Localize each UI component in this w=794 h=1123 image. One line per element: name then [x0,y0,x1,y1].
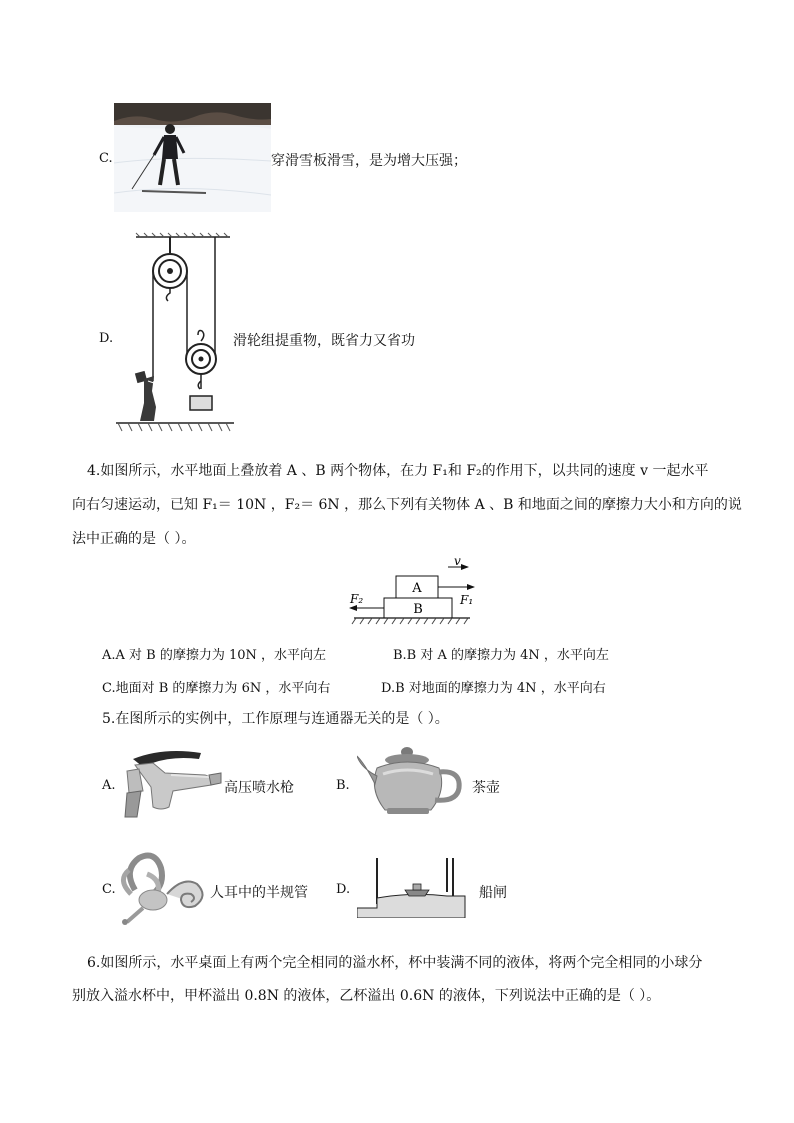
q5-option-d-label: D. [336,882,351,897]
q5-option-a-label: A. [102,778,116,793]
q5-option-d-text: 船闸 [479,885,507,901]
q5-option-c-text: 人耳中的半规管 [210,885,308,901]
q6-stem-line-2: 别放入溢水杯中，甲杯溢出 0.8N 的液体，乙杯溢出 0.6N 的液体，下列说法中正确的是（ ）。 [72,988,661,1004]
teapot-image [357,744,465,818]
q4-option-b: B.B 对 A 的摩擦力为 4N ，水平向左 [393,648,609,663]
label-f1: F₁ [460,593,474,607]
label-velocity: v [454,554,461,568]
label-f2: F₂ [350,592,364,606]
skier-photo [114,103,271,212]
q6-stem-line-1: 6.如图所示，水平桌面上有两个完全相同的溢水杯，杯中装满不同的液体，将两个完全相同的小球分 [87,955,703,971]
q4-block-diagram [344,554,478,630]
q4-option-d: D.B 对地面的摩擦力为 4N ，水平向右 [381,681,606,696]
q4-stem-line-2: 向右匀速运动，已知 F₁＝ 10N ，F₂＝ 6N ，那么下列有关物体 A 、B 和地面之间的摩擦力大小和方向的说 [72,497,742,513]
option-c-label: C. [99,151,113,166]
option-c-text: 穿滑雪板滑雪，是为增大压强； [271,153,467,169]
option-d-label: D. [99,331,114,346]
q5-option-b-text: 茶壶 [472,780,500,796]
ship-lock-image [357,856,467,918]
label-block-a: A [412,581,422,596]
pulley-diagram [114,231,238,436]
q5-option-c-label: C. [102,882,116,897]
q4-stem-line-3: 法中正确的是（ ）。 [72,531,196,547]
water-gun-image [113,745,223,825]
q5-option-a-text: 高压喷水枪 [224,780,294,796]
q4-option-c: C.地面对 B 的摩擦力为 6N ，水平向右 [102,681,331,696]
q5-option-b-label: B. [336,778,350,793]
q4-option-a: A.A 对 B 的摩擦力为 10N ，水平向左 [102,648,327,663]
label-block-b: B [413,602,423,617]
inner-ear-image [113,850,209,926]
option-d-text: 滑轮组提重物，既省力又省功 [233,333,415,349]
q4-stem-line-1: 4.如图所示，水平地面上叠放着 A 、B 两个物体，在力 F₁和 F₂的作用下，以共同的速度 v 一起水平 [87,463,709,479]
q5-stem: 5.在图所示的实例中，工作原理与连通器无关的是（ ）。 [102,711,449,727]
